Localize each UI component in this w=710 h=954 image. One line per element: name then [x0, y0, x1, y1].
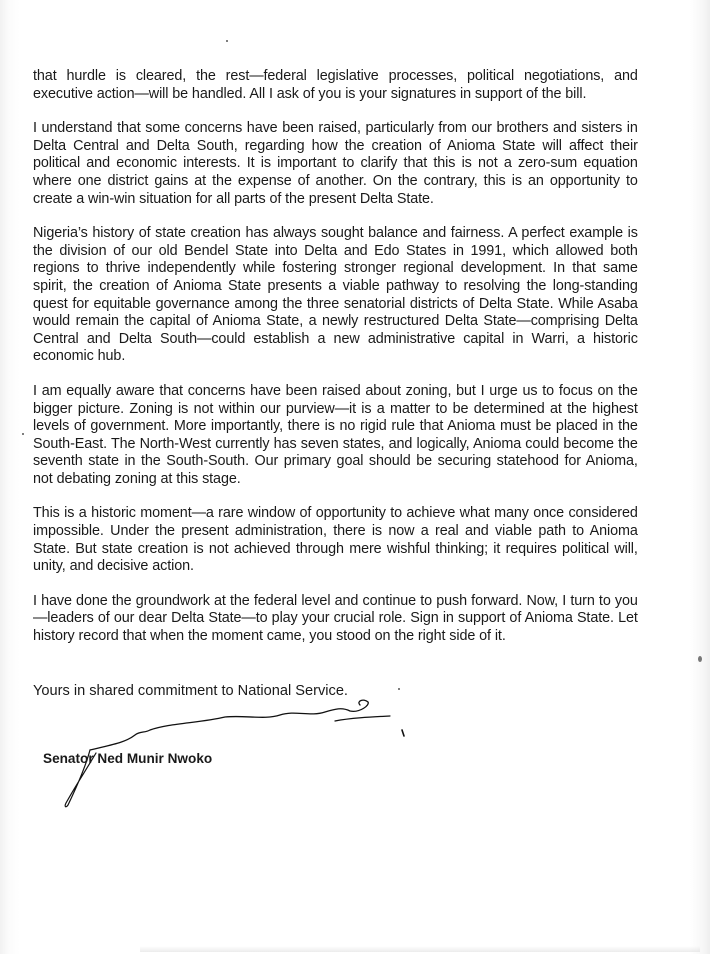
scan-edge: [140, 946, 700, 952]
scan-speck: [398, 688, 400, 690]
paragraph-2: I understand that some concerns have been raised, particularly from our brothers and sisters in Delta Central and Delta South, regarding how the creation of Anioma State will affect their political and economic interests. It is important to clarify that this is not a zero-sum equation where one district gains at the expense of another. On the contrary, this is an opportunity to create a win-win situation for all parts of the present Delta State.: [33, 120, 638, 207]
signatory-name: Senator Ned Munir Nwoko: [43, 751, 213, 766]
paragraph-3: Nigeria’s history of state creation has always sought balance and fairness. A perfect example is the division of our old Bendel State into Delta and Edo States in 1991, which allowed both regions to thrive independently while fostering stronger regional development. In that same spirit, the creation of Anioma State presents a viable pathway to resolving the long-standing quest for equitable governance among the three senatorial districts of Delta State. While Asaba would remain the capital of Anioma State, a newly restructured Delta State—comprising Delta Central and Delta South—could establish a new administrative capital in Warri, a historic economic hub.: [33, 225, 638, 365]
paragraph-5: This is a historic moment—a rare window of opportunity to achieve what many once considered impossible. Under the present administration, there is now a real and viable path to Anioma State. But state creation is not achieved through mere wishful thinking; it requires political will, unity, and decisive action.: [33, 505, 638, 575]
paragraph-6: I have done the groundwork at the federal level and continue to push forward. Now, I turn to you—leaders of our dear Delta State—to play your crucial role. Sign in support of Anioma State. Let history record that when the moment came, you stood on the right side of it.: [33, 592, 638, 645]
scan-speck: [22, 433, 24, 435]
closing-line: Yours in shared commitment to National Service.: [33, 683, 348, 699]
letter-body: [33, 68, 647, 663]
paragraph-4: I am equally aware that concerns have been raised about zoning, but I urge us to focus on the bigger picture. Zoning is not within our purview—it is a matter to be determined at the highest levels of government. More importantly, there is no rigid rule that Anioma must be placed in the South-East. The North-West currently has seven states, and logically, Anioma could become the seventh state in the South-South. Our primary goal should be securing statehood for Anioma, not debating zoning at this stage.: [33, 382, 638, 487]
scan-speck: [698, 656, 702, 662]
paragraph-1: that hurdle is cleared, the rest—federal legislative processes, political negotiations, and executive action—will be handled. All I ask of you is your signatures in support of the bill.: [33, 68, 638, 102]
scan-speck: [226, 40, 228, 42]
